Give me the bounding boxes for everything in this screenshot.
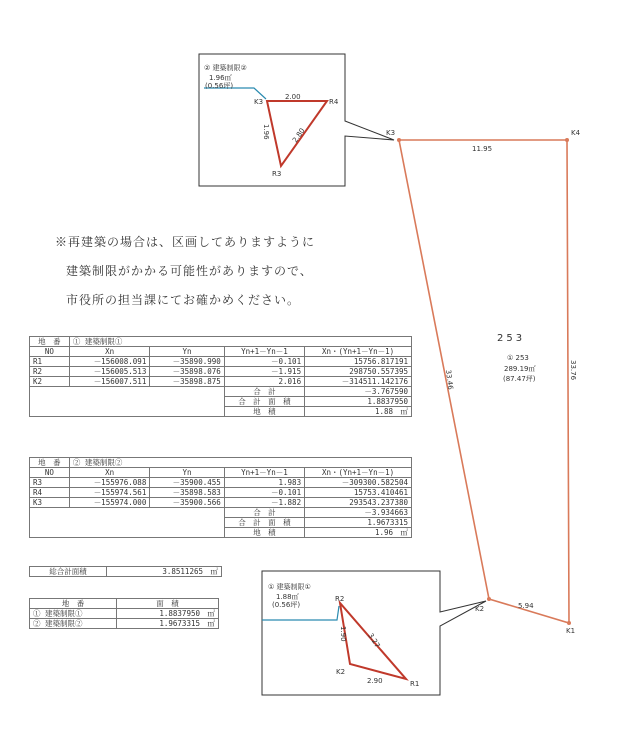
table1-sum-label: 合 計 (224, 387, 304, 397)
table2-cell: －1.882 (224, 498, 304, 508)
edge-label-left: 33.46 (444, 369, 455, 391)
table-row (30, 498, 412, 508)
table2-area-label: 地 積 (224, 528, 304, 538)
inset-top-point-r4: R4 (329, 98, 339, 106)
lot-number: 253 (497, 333, 526, 344)
inset-bottom-title: ① 建築制限① (268, 583, 311, 591)
summary-cell: 1.8837950 ㎡ (117, 609, 219, 619)
table1-cell: －35890.990 (150, 357, 224, 367)
table-row (30, 619, 219, 629)
table1-col-diff: Yn+1－Yn－1 (224, 347, 304, 357)
corner-label-k4: K4 (571, 129, 581, 137)
table2-sum-value: －3.934663 (305, 508, 412, 518)
lot-sub-label: ① 253 (507, 354, 529, 362)
inset-top-point-r3: R3 (272, 170, 282, 178)
note-line-1: ※再建築の場合は、区画してありますように (55, 235, 316, 249)
table-row (30, 478, 412, 488)
corner-marker-k1 (567, 621, 571, 625)
table2-col-diff: Yn+1－Yn－1 (224, 468, 304, 478)
table2-col-xn: Xn (69, 468, 150, 478)
table1-cell: K2 (30, 377, 70, 387)
table2-cell: －35900.566 (150, 498, 224, 508)
summary-cell: 1.9673315 ㎡ (117, 619, 219, 629)
table1-cell: －0.101 (224, 357, 304, 367)
table2-lot-value: ② 建築制限② (69, 458, 411, 468)
area-table-1 (29, 336, 412, 417)
edge-label-right: 33.76 (569, 360, 577, 381)
table2-cell: 293543.237380 (305, 498, 412, 508)
table1-cell: －35898.076 (150, 367, 224, 377)
table1-lot-value: ① 建築制限① (69, 337, 411, 347)
note-line-3: 市役所の担当課にてお確かめください。 (66, 293, 301, 307)
table-row (30, 488, 412, 498)
table1-cell: －1.915 (224, 367, 304, 377)
table2-cell: R4 (30, 488, 70, 498)
inset-bottom-tsubo: (0.56坪) (272, 601, 301, 609)
inset-top-area: 1.96㎡ (209, 74, 232, 82)
total-area-value: 3.8511265 ㎡ (107, 567, 222, 577)
table2-cell: －155974.000 (69, 498, 150, 508)
table2-cell: －35898.583 (150, 488, 224, 498)
table2-area-value: 1.96 ㎡ (305, 528, 412, 538)
table2-col-yn: Yn (150, 468, 224, 478)
lot-tsubo: (87.47坪) (503, 375, 536, 383)
inset-bottom-point-r2: R2 (335, 595, 345, 603)
table2-cell: －155974.561 (69, 488, 150, 498)
corner-label-k2: K2 (475, 605, 485, 613)
table1-col-yn: Yn (150, 347, 224, 357)
inset-top-edge-left: 1.96 (262, 124, 270, 140)
table1-cell: 15756.817191 (305, 357, 412, 367)
table-row (30, 367, 412, 377)
table1-cell: R2 (30, 367, 70, 377)
table-row (30, 377, 412, 387)
table2-cell: －35900.455 (150, 478, 224, 488)
total-area-table (29, 566, 222, 577)
inset-top-edge-top: 2.00 (285, 93, 301, 101)
table2-cell: －155976.088 (69, 478, 150, 488)
summary-cell: ① 建築制限① (30, 609, 117, 619)
inset-bottom-edge-hyp: 3.27 (366, 631, 382, 650)
summary-table (29, 598, 219, 629)
inset-bottom-area: 1.88㎡ (276, 593, 299, 601)
table1-lot-label: 地 番 (30, 337, 70, 347)
table1-cell: －156005.513 (69, 367, 150, 377)
table1-col-product: Xn・(Yn+1－Yn－1) (305, 347, 412, 357)
lot-area: 289.19㎡ (504, 365, 536, 373)
summary-col-area: 面 積 (117, 599, 219, 609)
lot-boundary (399, 140, 569, 623)
corner-marker-k3 (397, 138, 401, 142)
table2-double-label: 合 計 面 積 (224, 518, 304, 528)
table2-cell: －309300.582504 (305, 478, 412, 488)
edge-label-top: 11.95 (472, 145, 493, 153)
table2-double-value: 1.9673315 (305, 518, 412, 528)
table1-cell: R1 (30, 357, 70, 367)
table2-col-product: Xn・(Yn+1－Yn－1) (305, 468, 412, 478)
corner-marker-k4 (565, 138, 569, 142)
table1-area-label: 地 積 (224, 407, 304, 417)
inset-top-edge-hyp: 2.80 (291, 126, 307, 145)
table1-col-no: NO (30, 347, 70, 357)
table2-cell: －0.101 (224, 488, 304, 498)
corner-label-k1: K1 (566, 627, 576, 635)
table1-cell: －156008.091 (69, 357, 150, 367)
summary-cell: ② 建築制限② (30, 619, 117, 629)
table2-cell: 1.983 (224, 478, 304, 488)
inset-top-title: ② 建築制限② (204, 64, 247, 72)
corner-marker-k2 (487, 597, 491, 601)
area-table-2 (29, 457, 412, 538)
table1-cell: －35898.875 (150, 377, 224, 387)
note-line-2: 建築制限がかかる可能性がありますので、 (66, 264, 313, 278)
table1-double-value: 1.8837950 (305, 397, 412, 407)
inset-bottom-edge-left: 1.90 (339, 626, 347, 642)
table1-double-label: 合 計 面 積 (224, 397, 304, 407)
table1-area-value: 1.88 ㎡ (305, 407, 412, 417)
table-row (30, 609, 219, 619)
edge-label-bottom: 5.94 (518, 602, 534, 610)
table2-lot-label: 地 番 (30, 458, 70, 468)
table2-col-no: NO (30, 468, 70, 478)
table2-cell: 15753.410461 (305, 488, 412, 498)
table1-cell: 2.016 (224, 377, 304, 387)
table1-col-xn: Xn (69, 347, 150, 357)
table1-cell: －156007.511 (69, 377, 150, 387)
table1-sum-value: －3.767590 (305, 387, 412, 397)
inset-top-point-k3: K3 (254, 98, 264, 106)
inset-bottom-point-k2: K2 (336, 668, 346, 676)
table1-cell: －314511.142176 (305, 377, 412, 387)
inset-bottom-edge-bottom: 2.90 (367, 677, 383, 685)
table2-cell: R3 (30, 478, 70, 488)
table2-cell: K3 (30, 498, 70, 508)
inset-top-tsubo: (0.56坪) (205, 82, 234, 90)
total-area-label: 総合計面積 (30, 567, 107, 577)
corner-label-k3: K3 (386, 129, 396, 137)
summary-col-lot: 地 番 (30, 599, 117, 609)
table1-cell: 298750.557395 (305, 367, 412, 377)
inset-bottom-point-r1: R1 (410, 680, 420, 688)
table-row (30, 357, 412, 367)
table2-sum-label: 合 計 (224, 508, 304, 518)
